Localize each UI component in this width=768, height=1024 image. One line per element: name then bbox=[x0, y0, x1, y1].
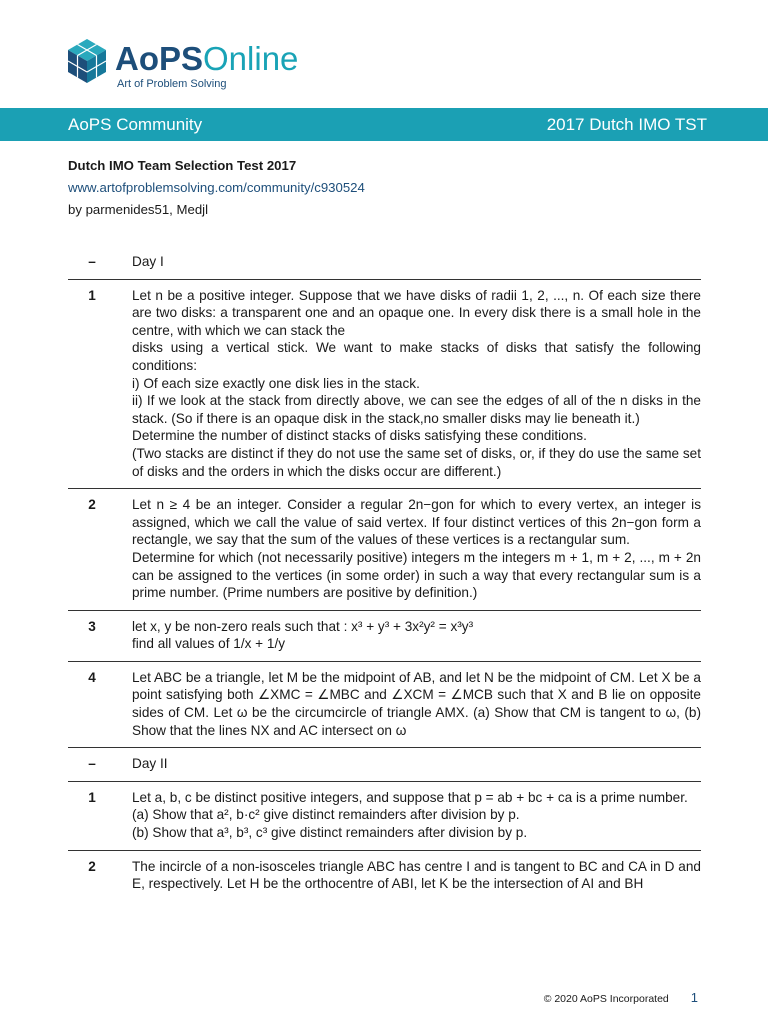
problem-text: Let n ≥ 4 be an integer. Consider a regular 2n−gon for which to every vertex, an integer is assigned, which we call the value of said vertex. If four distinct vertices of this 2n−gon form a rectangle, we say that the sum of the values of these vertices is a rectangular sum. bbox=[132, 497, 701, 548]
day-label: Day II bbox=[132, 756, 168, 772]
page-number: 1 bbox=[690, 990, 698, 1005]
problem-text: Let n be a positive integer. Suppose that we have disks of radii 1, 2, ..., n. Of each size there are two disks: a transparent one and an opaque one. In every disk there is a small hole in the centre, with which we can stack the bbox=[132, 287, 701, 338]
day-header-row bbox=[68, 748, 701, 782]
header-band bbox=[0, 108, 768, 141]
document-title: Dutch IMO Team Selection Test 2017 bbox=[68, 158, 297, 173]
brand-name bbox=[115, 40, 298, 78]
problem-text: The incircle of a non-isosceles triangle ABC has centre I and is tangent to BC and CA in D and E, respectively. Let H be the orthocentre of ABI, let K be the intersection of AI and BH bbox=[132, 858, 701, 892]
day-header-row bbox=[68, 246, 701, 280]
problem-text: ii) If we look at the stack from directly above, we can see the edges of all of the n disks in the stack. (So if there is an opaque disk in the stack,no smaller disks may lie beneath it.) bbox=[132, 393, 701, 426]
aops-logo[interactable] bbox=[66, 38, 326, 94]
problem-row bbox=[68, 662, 701, 748]
problem-number: 1 bbox=[88, 789, 96, 805]
problem-text: (Two stacks are distinct if they do not use the same set of disks, or, if they do use the same set of disks and the orders in which the disks occur are different.) bbox=[132, 445, 701, 479]
problem-row bbox=[68, 611, 701, 662]
problem-number: 1 bbox=[88, 287, 96, 303]
authors: by parmenides51, Medjl bbox=[68, 202, 209, 217]
problem-text: Determine for which (not necessarily positive) integers m the integers m + 1, m + 2, ..., m + 2n can be assigned to the vertices (in some order) in such a way that every rectangular sum is a prime number. (Prime numbers are positive by definition.) bbox=[132, 549, 701, 601]
problem-number: 3 bbox=[88, 618, 96, 634]
problem-text: Let a, b, c be distinct positive integers, and suppose that p = ab + bc + ca is a prime number. bbox=[132, 789, 688, 805]
problem-text: let x, y be non-zero reals such that : x³ + y³ + 3x²y² = x³y³ bbox=[132, 618, 474, 634]
problem-number: 2 bbox=[88, 858, 96, 874]
problem-text: Determine the number of distinct stacks of disks satisfying these conditions. bbox=[132, 428, 587, 444]
row-marker: – bbox=[88, 756, 96, 772]
problem-list bbox=[68, 246, 701, 901]
problem-number: 4 bbox=[88, 669, 96, 685]
problem-text: i) Of each size exactly one disk lies in the stack. bbox=[132, 375, 420, 391]
row-marker: – bbox=[88, 254, 96, 269]
brand-primary: AoPS bbox=[115, 40, 204, 77]
community-link[interactable]: AoPS Community bbox=[68, 115, 203, 134]
aops-cube-icon bbox=[66, 38, 108, 84]
day-label: Day I bbox=[132, 254, 164, 269]
problem-text: find all values of 1/x + 1/y bbox=[132, 636, 286, 652]
copyright: © 2020 AoPS Incorporated bbox=[543, 993, 669, 1005]
problem-row bbox=[68, 851, 701, 901]
community-url[interactable]: www.artofproblemsolving.com/community/c930524 bbox=[68, 180, 365, 195]
problem-row bbox=[68, 489, 701, 611]
problem-text: (b) Show that a³, b³, c³ give distinct remainders after division by p. bbox=[132, 825, 528, 841]
problem-text: disks using a vertical stick. We want to make stacks of disks that satisfy the following conditions: bbox=[132, 340, 701, 373]
contest-title: 2017 Dutch IMO TST bbox=[546, 115, 707, 134]
brand-tagline: Art of Problem Solving bbox=[117, 78, 227, 90]
document-meta bbox=[68, 155, 365, 221]
problem-text: Let ABC be a triangle, let M be the midpoint of AB, and let N be the midpoint of CM. Let X be a point satisfying both ∠XMC = ∠MBC and ∠XCM = ∠MCB such that X and B lie on opposite sides of CM. Let ω be the circumcircle of triangle AMX. (a) Show that CM is tangent to ω, (b) Show that the lines NX and AC intersect on ω bbox=[132, 669, 701, 738]
problem-text: (a) Show that a², b·c² give distinct remainders after division by p. bbox=[132, 807, 520, 823]
brand-secondary: Online bbox=[203, 40, 299, 77]
problem-number: 2 bbox=[88, 497, 96, 513]
problem-row bbox=[68, 280, 701, 490]
page-footer bbox=[544, 990, 698, 1005]
problem-row bbox=[68, 782, 701, 851]
